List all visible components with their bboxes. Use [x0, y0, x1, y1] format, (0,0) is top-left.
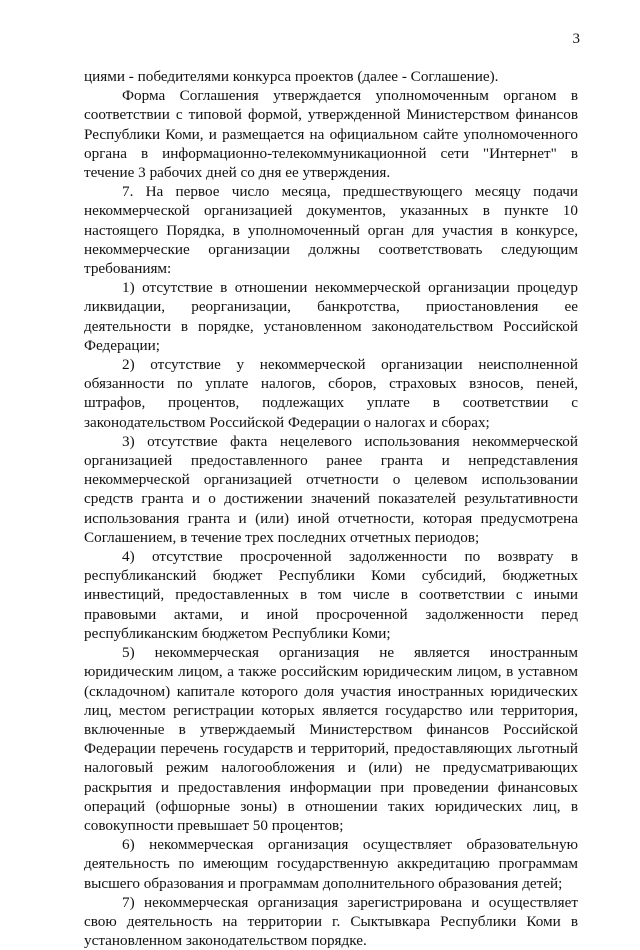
paragraph-item-7: 7. На первое число месяца, предшествующего месяцу подачи некоммерческой организацией документов, указанных в пункте 10 настоящего Порядка, в уполномоченный орган для участия в конкурсе, некоммерческие организации должны соответствовать следующим требованиям:	[84, 183, 578, 278]
page-number: 3	[572, 31, 580, 47]
paragraph-continuation: циями - победителями конкурса проектов (далее - Соглашение).	[84, 68, 499, 85]
requirement-7: 7) некоммерческая организация зарегистрирована и осуществляет свою деятельность на территории г. Сыктывкара Республики Коми в установленном законодательством порядке.	[84, 893, 578, 950]
requirement-3: 3) отсутствие факта нецелевого использования некоммерческой организацией предоставленного ранее гранта и непредставления некоммерческой организацией отчетности о целевом использовании средств гранта и о достижении значений показателей результативности использования гранта и (или) иной отчетности, которая предусмотрена Соглашением, в течение трех последних отчетных периодов;	[84, 432, 578, 546]
document-body	[84, 67, 578, 950]
requirement-6: 6) некоммерческая организация осуществляет образовательную деятельность по имеющим государственную аккредитацию программам высшего образования и программам дополнительного образования детей;	[84, 836, 578, 892]
requirement-2: 2) отсутствие у некоммерческой организации неисполненной обязанности по уплате налогов, сборов, страховых взносов, пеней, штрафов, процентов, подлежащих уплате в соответствии с законодательством Российской Федерации о налогах и сборах;	[84, 356, 578, 431]
requirement-1: 1) отсутствие в отношении некоммерческой организации процедур ликвидации, реорганизации, банкротства, приостановления ее деятельности в порядке, установленном законодательством Российской Федерации;	[84, 279, 578, 354]
paragraph-agreement-form: Форма Соглашения утверждается уполномоченным органом в соответствии с типовой формой, утвержденной Министерством финансов Республики Коми, и размещается на официальном сайте уполномоченного органа в информационно-телекоммуникационной сети "Интернет" в течение 3 рабочих дней со дня ее утверждения.	[84, 87, 578, 182]
requirement-5: 5) некоммерческая организация не является иностранным юридическим лицом, а также российским юридическим лицом, в уставном (складочном) капитале которого доля участия иностранных юридических лиц, местом регистрации которых является государство или территория, включенные в утверждаемый Министерством финансов Российской Федерации перечень государств и территорий, предоставляющих льготный налоговый режим налогообложения и (или) не предусматривающих раскрытия и предоставления информации при проведении финансовых операций (офшорные зоны) в отношении таких юридических лиц, в совокупности превышает 50 процентов;	[84, 644, 578, 834]
requirement-4: 4) отсутствие просроченной задолженности по возврату в республиканский бюджет Республики Коми субсидий, бюджетных инвестиций, предоставленных в том числе в соответствии с иными правовыми актами, и иной просроченной задолженности перед республиканским бюджетом Республики Коми;	[84, 548, 578, 642]
